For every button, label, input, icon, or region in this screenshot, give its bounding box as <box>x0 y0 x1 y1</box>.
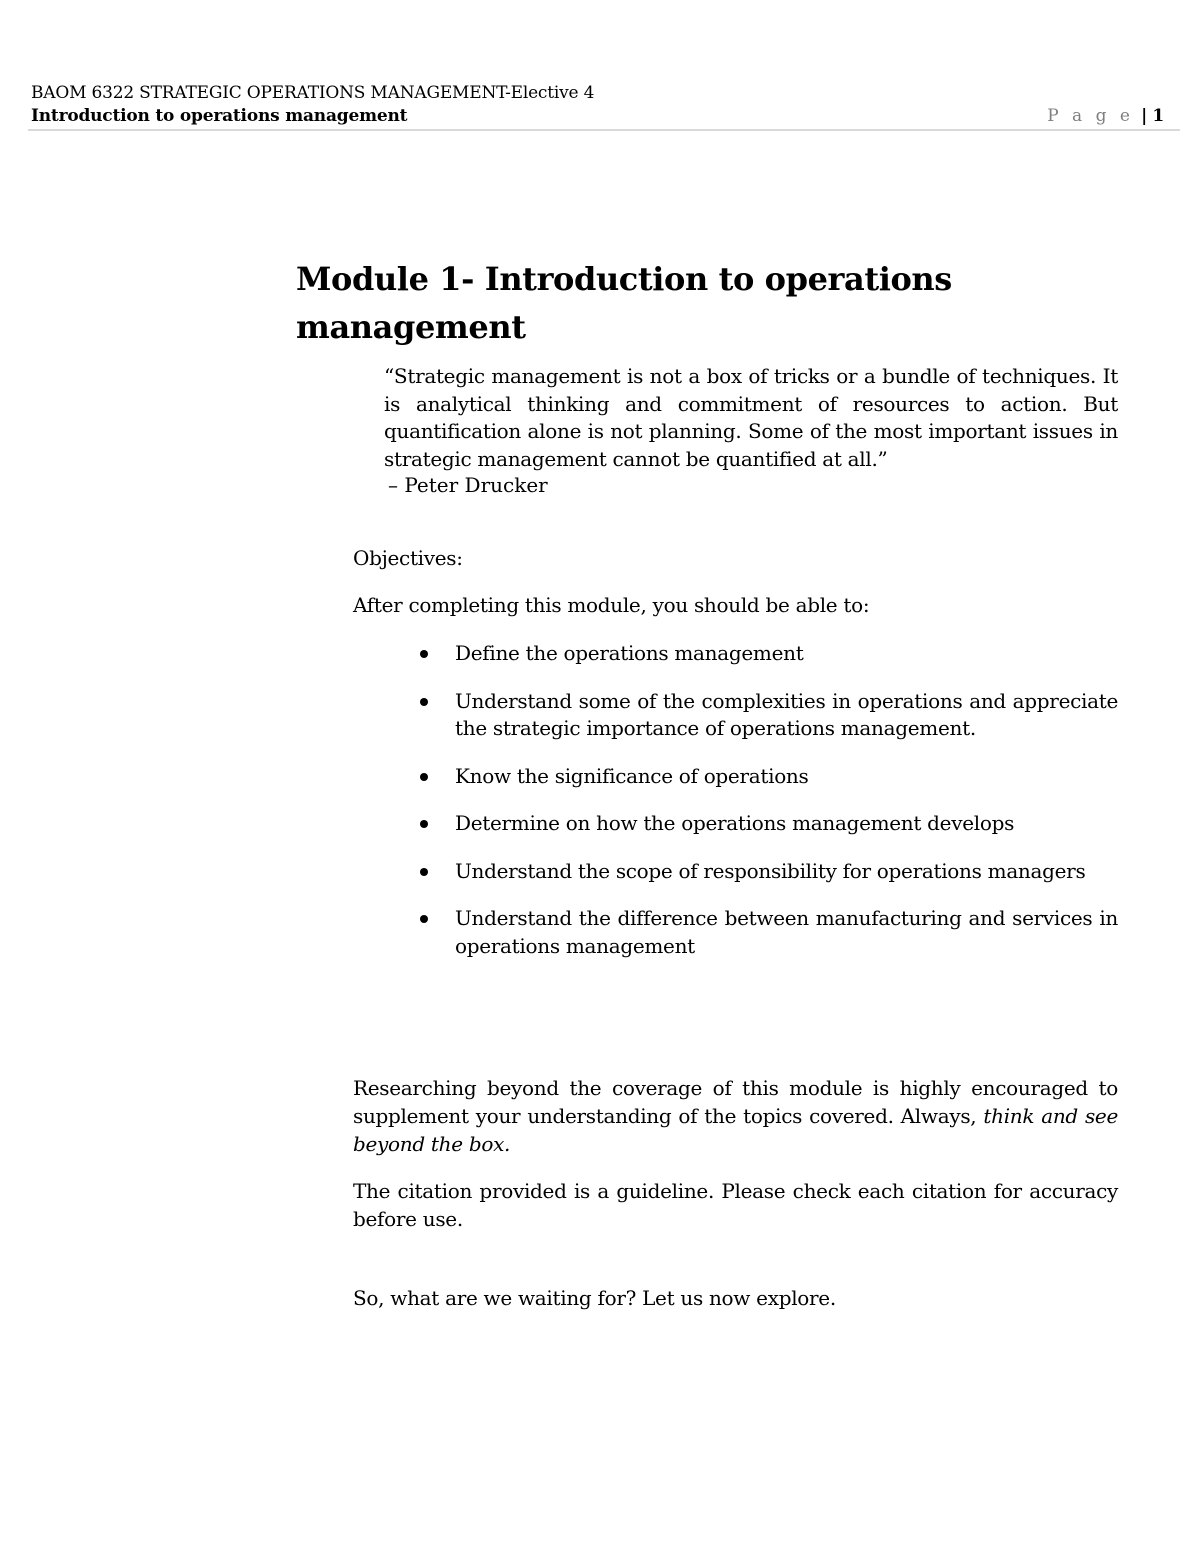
course-title: BAOM 6322 STRATEGIC OPERATIONS MANAGEMENT-Elective 4 <box>31 83 595 103</box>
research-text: Researching beyond the coverage of this module is highly encouraged to supplement your understanding of the topics covered. Always, <box>353 1076 1118 1128</box>
bullet-icon <box>420 773 428 781</box>
page-separator: | <box>1141 106 1148 126</box>
research-emphasis: think and see beyond the box. <box>353 1104 1118 1156</box>
objective-text: Understand some of the complexities in operations and appreciate the strategic importance of operations management. <box>455 688 1118 740</box>
header-subtitle-row <box>31 104 1181 128</box>
research-paragraph <box>353 1074 1118 1158</box>
page-number: 1 <box>1152 106 1164 126</box>
objectives-intro: After completing this module, you should be able to: <box>353 593 870 617</box>
module-title: Module 1- Introduction to operations management <box>296 260 952 346</box>
objectives-heading: Objectives: <box>353 546 463 570</box>
bullet-icon <box>420 698 428 706</box>
list-item <box>418 763 1118 791</box>
objective-text: Define the operations management <box>455 641 804 665</box>
citation-note: The citation provided is a guideline. Please check each citation for accuracy before use. <box>353 1179 1118 1231</box>
bullet-icon <box>420 650 428 658</box>
list-item <box>418 905 1118 960</box>
bullet-icon <box>420 915 428 923</box>
list-item <box>418 640 1118 668</box>
page-indicator <box>1047 104 1164 128</box>
page-header <box>31 82 1181 128</box>
list-item <box>418 688 1118 743</box>
objective-text: Understand the difference between manufacturing and services in operations management <box>455 906 1118 958</box>
quote-text: “Strategic management is not a box of tricks or a bundle of techniques. It is analytical thinking and commitment of resources to action. But quantification alone is not planning. Some of the most important issues in strategic management cannot be quantified at all.” <box>384 364 1118 471</box>
bullet-icon <box>420 820 428 828</box>
objective-text: Know the significance of operations <box>455 763 809 788</box>
list-item <box>418 858 1118 886</box>
bullet-icon <box>420 868 428 876</box>
objective-text: Understand the scope of responsibility for operations managers <box>455 858 1086 883</box>
page-word: P a g e <box>1047 106 1134 126</box>
header-subtitle: Introduction to operations management <box>31 106 408 126</box>
list-item <box>418 810 1118 838</box>
objective-text: Determine on how the operations management develops <box>455 811 1015 835</box>
header-divider <box>28 129 1180 131</box>
quote-author: – Peter Drucker <box>388 473 548 497</box>
objectives-list <box>418 640 1118 980</box>
closing-line: So, what are we waiting for? Let us now explore. <box>353 1286 836 1310</box>
